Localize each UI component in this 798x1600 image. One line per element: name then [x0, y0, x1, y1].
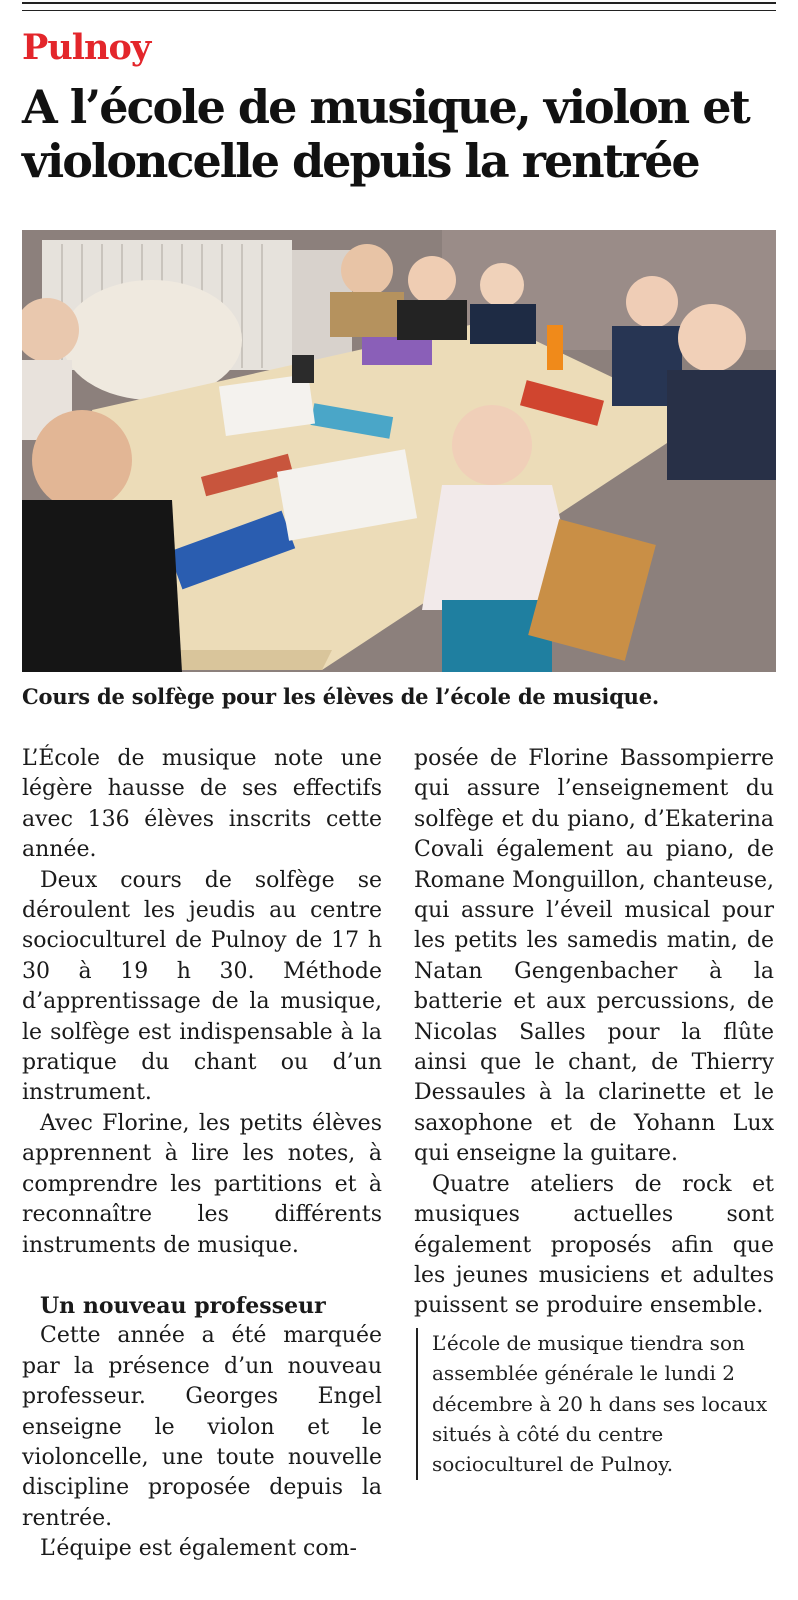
paragraph-4: Cette année a été marquée par la présence d’un nouveau professeur. Georges Engel enseigne le violon et le violoncelle, une toute nouvelle discipline proposée depuis la rentrée.: [22, 1323, 382, 1531]
subheading: Un nouveau professeur: [40, 1292, 326, 1319]
paragraph-3: Avec Florine, les petits élèves apprennent à lire les notes, à comprendre les partitions et à reconnaître les différents instruments de musique.: [22, 1110, 382, 1258]
top-rule: [22, 2, 776, 4]
photo-caption: Cours de solfège pour les élèves de l’école de musique.: [22, 684, 660, 709]
article-column-right: [414, 744, 774, 1480]
top-rule-thin: [22, 10, 776, 11]
paragraph-5: L’équipe est également com-: [40, 1536, 357, 1562]
classroom-photo-illustration: [22, 230, 776, 672]
headline: A l’école de musique, violon et violoncelle depuis la rentrée: [22, 80, 749, 188]
paragraph-2: Deux cours de solfège se déroulent les jeudis au centre socioculturel de Pulnoy de 17 h 30 à 19 h 30. Méthode d’apprentissage de la musique, le solfège est indispensable à la pratique du chant ou d’un instrument.: [22, 867, 382, 1106]
info-note: L’école de musique tiendra son assemblée générale le lundi 2 décembre à 20 h dans ses locaux situés à côté du centre socioculturel de Pulnoy.: [416, 1328, 774, 1480]
article-column-left: [22, 744, 382, 1565]
paragraph-1: L’École de musique note une légère hausse de ses effectifs avec 136 élèves inscrits cette année.: [22, 746, 382, 863]
section-kicker: Pulnoy: [22, 27, 151, 68]
paragraph-6: posée de Florine Bassompierre qui assure l’enseignement du solfège et du piano, d’Ekaterina Covali également au piano, de Romane Monguillon, chanteuse, qui assure l’éveil musical pour les petits les samedis matin, de Natan Gengenbacher à la batterie et aux percussions, de Nicolas Salles pour la flûte ainsi que le chant, de Thierry Dessaules à la clarinette et le saxophone et de Yohann Lux qui enseigne la guitare.: [414, 746, 774, 1167]
article-photo: [22, 230, 776, 672]
paragraph-7: Quatre ateliers de rock et musiques actuelles sont également proposés afin que les jeunes musiciens et adultes puissent se produire ensemble.: [414, 1171, 774, 1319]
